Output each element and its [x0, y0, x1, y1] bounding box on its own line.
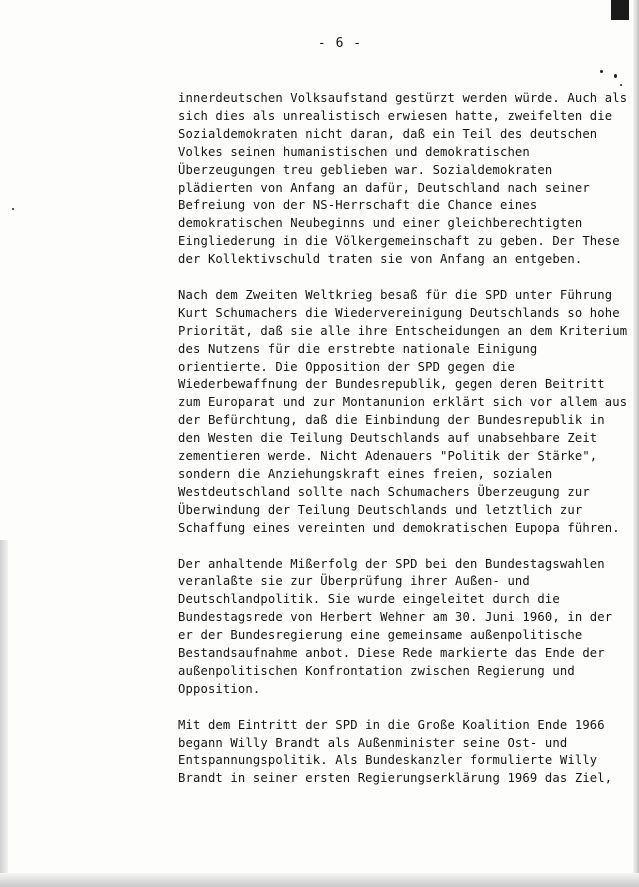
text-line: Mit dem Eintritt der SPD in die Große Koalition Ende 1966: [178, 717, 605, 732]
text-line: Bundestagsrede von Herbert Wehner am 30. Juni 1960, in der: [178, 610, 613, 625]
text-line: Überwindung der Teilung Deutschlands und letztlich zur: [178, 502, 583, 517]
page-number: - 6 -: [317, 36, 363, 51]
text-line: außenpolitischen Konfrontation zwischen Regierung und: [178, 663, 575, 678]
text-line: Priorität, daß sie alle ihre Entscheidungen an dem Kriterium: [178, 323, 628, 338]
paragraph-1: [178, 90, 638, 269]
text-line: Opposition.: [178, 681, 261, 696]
scan-edge-left: [0, 540, 8, 887]
text-line: sich dies als unrealistisch erwiesen hatte, zweifelten die: [178, 108, 613, 123]
text-line: Überzeugungen treu geblieben war. Sozialdemokraten: [178, 162, 553, 177]
text-line: des Nutzens für die erstrebte nationale Einigung: [178, 341, 538, 356]
text-line: den Westen die Teilung Deutschlands auf unabsehbare Zeit: [178, 431, 598, 446]
paragraph-3: [178, 556, 638, 699]
text-line: zum Europarat und zur Montanunion erklärt sich vor allem aus: [178, 395, 628, 410]
scan-speck: [614, 74, 617, 78]
text-line: Eingliederung in die Völkergemeinschaft zu geben. Der These: [178, 234, 620, 249]
text-line: Sozialdemokraten nicht daran, daß ein Teil des deutschen: [178, 126, 598, 141]
body-text: [178, 90, 638, 806]
text-line: der Kollektivschuld traten sie von Anfang an entgeben.: [178, 252, 583, 267]
text-line: sondern die Anziehungskraft eines freien, sozialen: [178, 467, 553, 482]
text-line: Bestandsaufnahme anbot. Diese Rede markierte das Ende der: [178, 646, 605, 661]
text-line: veranlaßte sie zur Überprüfung ihrer Außen- und: [178, 574, 530, 589]
text-line: der Befürchtung, daß die Einbindung der Bundesrepublik in: [178, 413, 605, 428]
text-line: Kurt Schumachers die Wiedervereinigung Deutschlands so hohe: [178, 305, 620, 320]
text-line: Befreiung von der NS-Herrschaft die Chance eines: [178, 198, 538, 213]
text-line: Der anhaltende Mißerfolg der SPD bei den Bundestagswahlen: [178, 556, 605, 571]
text-line: Nach dem Zweiten Weltkrieg besaß für die SPD unter Führung: [178, 287, 613, 302]
text-line: Wiederbewaffnung der Bundesrepublik, gegen deren Beitritt: [178, 377, 605, 392]
text-line: Volkes seinen humanistischen und demokratischen: [178, 144, 530, 159]
text-line: Deutschlandpolitik. Sie wurde eingeleitet durch die: [178, 592, 560, 607]
text-line: Entspannungspolitik. Als Bundeskanzler formulierte Willy: [178, 753, 598, 768]
scan-speck: [600, 70, 603, 73]
text-line: er der Bundesregierung eine gemeinsame außenpolitische: [178, 628, 583, 643]
scan-speck: [12, 208, 14, 210]
text-line: orientierte. Die Opposition der SPD gegen die: [178, 359, 515, 374]
paragraph-2: [178, 287, 638, 538]
text-line: zementieren werde. Nicht Adenauers "Politik der Stärke",: [178, 449, 598, 464]
text-line: innerdeutschen Volksaufstand gestürzt werden würde. Auch als: [178, 91, 628, 105]
text-line: plädierten von Anfang an dafür, Deutschland nach seiner: [178, 180, 590, 195]
text-line: begann Willy Brandt als Außenminister seine Ost- und: [178, 735, 568, 750]
scan-corner-mark: [611, 0, 629, 20]
scan-speck: [620, 84, 622, 86]
scan-edge-bottom: [0, 873, 639, 887]
text-line: Schaffung eines vereinten und demokratischen Eupopa führen.: [178, 520, 620, 535]
text-line: Brandt in seiner ersten Regierungserklärung 1969 das Ziel,: [178, 771, 613, 786]
paragraph-4: [178, 717, 638, 789]
text-line: Westdeutschland sollte nach Schumachers Überzeugung zur: [178, 484, 590, 499]
text-line: demokratischen Neubeginns und einer gleichberechtigten: [178, 216, 583, 231]
